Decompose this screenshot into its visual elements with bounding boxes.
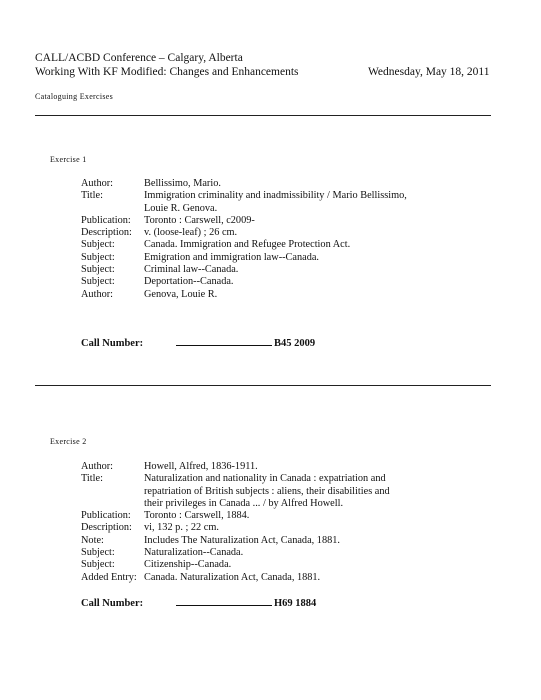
- record-field: [81, 535, 401, 547]
- field-value: Toronto : Carswell, c2009-: [144, 214, 255, 226]
- record-field: [81, 276, 411, 288]
- field-value: v. (loose-leaf) ; 26 cm.: [144, 227, 238, 239]
- field-label: Subject:: [81, 251, 115, 263]
- record-field: [81, 547, 401, 559]
- record-field: [81, 572, 401, 584]
- field-label: Description:: [81, 522, 132, 534]
- call-number-blank: [176, 596, 272, 606]
- header-divider: [35, 115, 491, 116]
- section-title: Cataloguing Exercises: [35, 92, 114, 101]
- record-field: [81, 239, 411, 251]
- call-number-value: H69 1884: [274, 598, 317, 609]
- field-label: Subject:: [81, 264, 115, 276]
- record-field: [81, 227, 411, 239]
- call-number-blank: [176, 336, 272, 346]
- field-label: Author:: [81, 461, 114, 472]
- field-value: Citizenship--Canada.: [144, 559, 232, 571]
- record-field: [81, 522, 401, 534]
- field-value: Immigration criminality and inadmissibility / Mario Bellissimo, Louie R. Genova.: [144, 190, 407, 214]
- session-title: Working With KF Modified: Changes and Enhancements: [35, 66, 299, 78]
- field-label: Description:: [81, 227, 132, 239]
- field-label: Publication:: [81, 214, 131, 226]
- field-label: Title:: [81, 190, 103, 202]
- field-label: Author:: [81, 178, 114, 189]
- field-value: Deportation--Canada.: [144, 276, 234, 288]
- field-value: Genova, Louie R.: [144, 288, 218, 300]
- exercise-heading: Exercise 1: [50, 155, 87, 164]
- field-value: Canada. Naturalization Act, Canada, 1881.: [144, 571, 321, 583]
- field-label: Publication:: [81, 510, 131, 522]
- field-label: Author:: [81, 288, 114, 300]
- field-value: Emigration and immigration law--Canada.: [144, 251, 319, 263]
- field-label: Title:: [81, 473, 103, 485]
- field-value: Criminal law--Canada.: [144, 264, 239, 276]
- field-value: Toronto : Carswell, 1884.: [144, 510, 250, 522]
- field-value: Naturalization--Canada.: [144, 547, 244, 559]
- record-field: [81, 473, 401, 510]
- catalogue-record: [81, 461, 401, 584]
- record-field: [81, 289, 411, 301]
- exercise-divider: [35, 385, 491, 386]
- record-field: [81, 252, 411, 264]
- field-value: Bellissimo, Mario.: [144, 178, 221, 189]
- field-label: Subject:: [81, 276, 115, 288]
- record-field: [81, 178, 411, 190]
- exercise-heading: Exercise 2: [50, 437, 87, 446]
- field-label: Added Entry:: [81, 571, 137, 583]
- field-label: Note:: [81, 534, 104, 546]
- session-date: Wednesday, May 18, 2011: [368, 66, 490, 78]
- field-label: Subject:: [81, 559, 115, 571]
- field-label: Subject:: [81, 547, 115, 559]
- field-value: Naturalization and nationality in Canada : expatriation and repatriation of British subjects : aliens, their disabilities and their privileges in Canada ... / by Alfred Howell.: [144, 473, 390, 509]
- call-number-label: Call Number:: [81, 338, 144, 349]
- record-field: [81, 559, 401, 571]
- record-field: [81, 510, 401, 522]
- record-field: [81, 264, 411, 276]
- record-field: [81, 461, 401, 473]
- call-number: [81, 336, 315, 349]
- field-value: Includes The Naturalization Act, Canada, 1881.: [144, 534, 340, 546]
- call-number: [81, 596, 316, 609]
- conference-title: CALL/ACBD Conference – Calgary, Alberta: [35, 52, 243, 64]
- field-label: Subject:: [81, 239, 115, 251]
- catalogue-record: [81, 178, 411, 301]
- call-number-label: Call Number:: [81, 598, 144, 609]
- field-value: vi, 132 p. ; 22 cm.: [144, 522, 219, 534]
- record-field: [81, 190, 411, 215]
- field-value: Canada. Immigration and Refugee Protection Act.: [144, 239, 351, 251]
- record-field: [81, 215, 411, 227]
- field-value: Howell, Alfred, 1836-1911.: [144, 461, 258, 472]
- call-number-value: B45 2009: [274, 338, 316, 349]
